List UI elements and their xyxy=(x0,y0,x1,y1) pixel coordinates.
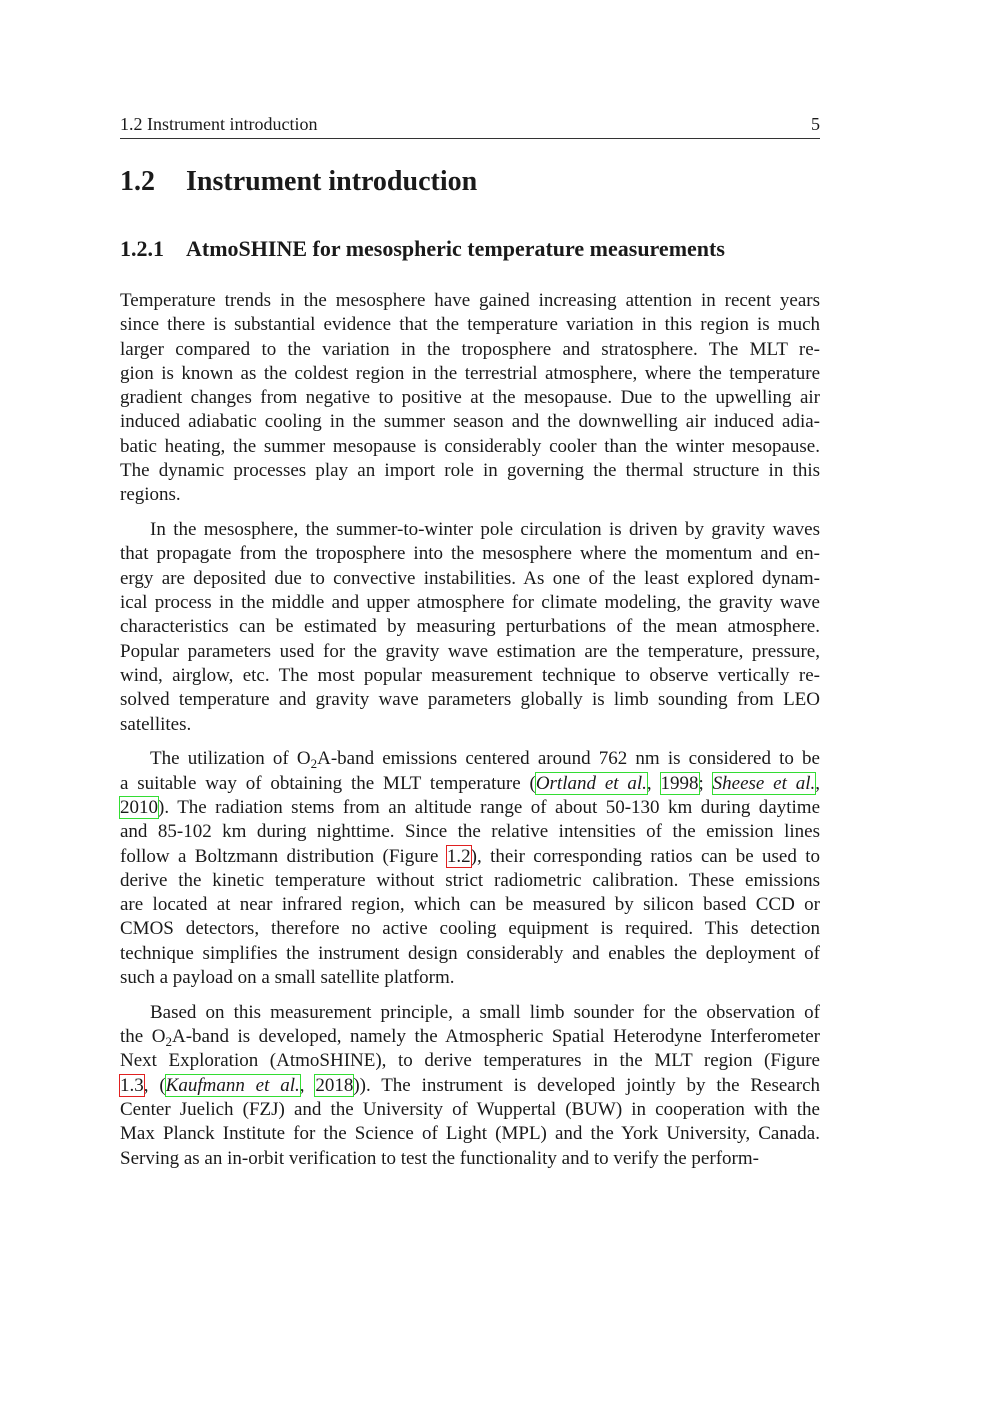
text-line xyxy=(120,1001,820,1025)
text-run: since there is substantial evidence that the temperature variation in this region is much xyxy=(120,314,820,336)
text-line xyxy=(120,966,820,990)
section-heading xyxy=(120,166,477,198)
text-line xyxy=(120,338,820,362)
text-run: Temperature trends in the mesosphere have gained increasing attention in recent years xyxy=(120,290,820,311)
subscript: 2 xyxy=(165,1034,172,1050)
text-run: and 85-102 km during nighttime. Since the relative intensities of the emission lines xyxy=(120,821,820,843)
text-line xyxy=(120,435,820,459)
text-run: Based on this measurement principle, a small limb sounder for the observation of xyxy=(150,1001,820,1023)
page-number: 5 xyxy=(811,114,820,134)
text-line xyxy=(120,362,820,386)
text-line xyxy=(120,796,820,820)
subscript: 2 xyxy=(310,756,318,772)
text-run: regions. xyxy=(120,484,181,506)
figure-reference-link[interactable]: 1.2 xyxy=(446,845,471,867)
text-run: wind, airglow, etc. The most popular measurement technique to observe vertically re- xyxy=(120,664,820,686)
subsection-heading xyxy=(120,236,725,262)
text-run: satellites. xyxy=(120,713,192,735)
text-line xyxy=(120,386,820,410)
text-line xyxy=(120,893,820,917)
text-run: ; xyxy=(698,772,713,794)
text-line xyxy=(120,1147,820,1171)
text-line xyxy=(120,747,820,771)
text-run: ical process in the middle and upper atmosphere for climate modeling, the gravity wave xyxy=(120,592,820,614)
citation-year-link[interactable]: 1998 xyxy=(660,772,699,794)
text-run: that propagate from the troposphere into the mesosphere where the momentum and en- xyxy=(120,543,820,565)
text-run: A-band emissions centered around 762 nm is considered to be xyxy=(317,748,820,770)
text-run: ), their corresponding ratios can be used to xyxy=(470,845,820,867)
text-line xyxy=(120,542,820,566)
text-run: ergy are deposited due to convective instabilities. As one of the least explored dynam- xyxy=(120,567,820,589)
text-run: follow a Boltzmann distribution (Figure xyxy=(120,845,447,867)
text-run: , xyxy=(299,1074,316,1096)
text-run: larger compared to the variation in the troposphere and stratosphere. The MLT re- xyxy=(120,338,820,360)
section-title: Instrument introduction xyxy=(186,166,478,197)
text-run: In the mesosphere, the summer-to-winter pole circulation is driven by gravity waves xyxy=(150,519,820,541)
text-line xyxy=(120,869,820,893)
text-run: Max Planck Institute for the Science of Light (MPL) and the York University, Canada. xyxy=(120,1123,820,1145)
text-run: Center Juelich (FZJ) and the University of Wuppertal (BUW) in cooperation with the xyxy=(120,1099,820,1120)
text-run: characteristics can be estimated by measuring perturbations of the mean atmosphere. xyxy=(120,616,820,638)
text-run: gion is known as the coldest region in the terrestrial atmosphere, where the temperature xyxy=(120,362,820,384)
body-text xyxy=(120,289,820,1181)
text-run: The dynamic processes play an import role in governing the thermal structure in this xyxy=(120,460,820,482)
text-run: The utilization of O xyxy=(150,748,311,770)
text-run: gradient changes from negative to positive at the mesopause. Due to the upwelling air xyxy=(120,387,820,409)
paragraph xyxy=(120,518,820,737)
text-run: derive the kinetic temperature without strict radiometric calibration. These emissions xyxy=(120,869,820,891)
text-line xyxy=(120,591,820,615)
text-line xyxy=(120,518,820,542)
text-line xyxy=(120,820,820,844)
text-run: solved temperature and gravity wave parameters globally is limb sounding from LEO xyxy=(120,689,820,711)
text-run: technique simplifies the instrument design considerably and enables the deployment of xyxy=(120,942,820,964)
text-line xyxy=(120,615,820,639)
text-line xyxy=(120,483,820,507)
text-run: , xyxy=(815,772,821,794)
text-run: ). The radiation stems from an altitude range of about 50-130 km during daytime xyxy=(158,796,820,818)
text-line xyxy=(120,1098,820,1122)
citation-year-link[interactable]: 2010 xyxy=(120,796,158,818)
text-run: the O xyxy=(120,1026,166,1048)
text-line xyxy=(120,313,820,337)
text-run: A-band is developed, namely the Atmospheric Spatial Heterodyne Interferometer xyxy=(171,1026,820,1048)
citation-author-link[interactable]: Ortland et al. xyxy=(535,772,647,794)
text-run: )). The instrument is developed jointly by the Research xyxy=(353,1074,821,1096)
text-line xyxy=(120,1025,820,1049)
paragraph xyxy=(120,289,820,508)
subsection-number: 1.2.1 xyxy=(120,236,164,261)
text-line xyxy=(120,713,820,737)
text-line xyxy=(120,640,820,664)
citation-author-link[interactable]: Kaufmann et al. xyxy=(165,1074,300,1096)
text-line xyxy=(120,845,820,869)
text-line xyxy=(120,1122,820,1146)
text-run: a suitable way of obtaining the MLT temperature ( xyxy=(120,772,536,794)
text-run: such a payload on a small satellite platform. xyxy=(120,967,455,989)
text-run: batic heating, the summer mesopause is considerably cooler than the winter mesopause. xyxy=(120,435,820,457)
text-line xyxy=(120,289,820,313)
running-title: 1.2 Instrument introduction xyxy=(120,114,318,134)
text-line xyxy=(120,688,820,712)
paragraph xyxy=(120,747,820,990)
paragraph xyxy=(120,1001,820,1171)
text-run: Serving as an in-orbit verification to test the functionality and to verify the perform- xyxy=(120,1147,759,1169)
figure-reference-link[interactable]: 1.3 xyxy=(120,1074,144,1096)
text-run: Next Exploration (AtmoSHINE), to derive temperatures in the MLT region (Figure xyxy=(120,1050,820,1072)
text-line xyxy=(120,1049,820,1073)
section-number: 1.2 xyxy=(120,166,155,197)
text-line xyxy=(120,1074,820,1098)
citation-author-link[interactable]: Sheese et al. xyxy=(712,772,816,794)
text-line xyxy=(120,664,820,688)
text-run: CMOS detectors, therefore no active cooling equipment is required. This detection xyxy=(120,918,820,940)
text-line xyxy=(120,567,820,591)
text-run: Popular parameters used for the gravity wave estimation are the temperature, pressure, xyxy=(120,640,820,662)
running-header xyxy=(120,114,820,139)
text-run: , ( xyxy=(143,1074,166,1096)
text-line xyxy=(120,410,820,434)
text-line xyxy=(120,942,820,966)
text-line xyxy=(120,772,820,796)
text-line xyxy=(120,917,820,941)
citation-year-link[interactable]: 2018 xyxy=(315,1074,354,1096)
text-run: , xyxy=(646,772,661,794)
subsection-title: AtmoSHINE for mesospheric temperature measurements xyxy=(186,236,725,261)
text-run: induced adiabatic cooling in the summer season and the downwelling air induced adia- xyxy=(120,411,820,433)
text-run: are located at near infrared region, which can be measured by silicon based CCD or xyxy=(120,894,820,916)
text-line xyxy=(120,459,820,483)
